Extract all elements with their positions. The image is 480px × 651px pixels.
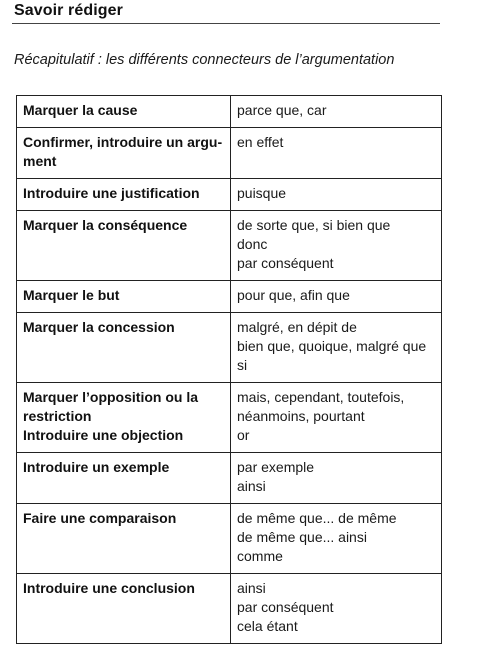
table-row [17,574,442,644]
function-cell [17,313,231,383]
function-text: ment [23,153,57,169]
connectors-cell [231,211,442,281]
connector-text: par conséquent [237,599,334,615]
connectors-cell [231,96,442,128]
function-text: Marquer le but [23,287,120,303]
connector-text: bien que, quoique, malgré que [237,338,427,354]
table-row [17,179,442,211]
connectors-cell [231,383,442,453]
function-text: restriction [23,408,92,424]
connector-text: de même que... de même [237,510,397,526]
table-caption: Récapitulatif : les différents connecteurs de l’argumentation [14,52,395,68]
function-text: Introduire une objection [23,427,184,443]
table-row [17,128,442,179]
function-cell [17,453,231,504]
connector-text: de sorte que, si bien que [237,217,391,233]
function-cell [17,128,231,179]
connectors-cell [231,179,442,211]
function-cell [17,383,231,453]
connector-text: si [237,357,248,373]
connector-text: ainsi [237,478,266,494]
connector-text: néanmoins, pourtant [237,408,365,424]
connector-text: de même que... ainsi [237,529,367,545]
connectors-cell [231,128,442,179]
function-text: Marquer la conséquence [23,217,188,233]
connectors-cell [231,504,442,574]
function-text: Confirmer, introduire un argu- [23,134,223,150]
connectors-table [16,95,442,644]
table-row [17,313,442,383]
function-cell [17,281,231,313]
connector-text: parce que, car [237,102,327,118]
connector-text: en effet [237,134,284,150]
function-text: Faire une comparaison [23,510,177,526]
function-text: Marquer la concession [23,319,175,335]
function-text: Introduire une justification [23,185,200,201]
function-text: Marquer l’opposition ou la [23,389,198,405]
header-divider [12,23,440,24]
connector-text: par exemple [237,459,315,475]
table-row [17,453,442,504]
connector-text: comme [237,548,283,564]
connectors-cell [231,453,442,504]
connectors-cell [231,313,442,383]
connector-text: pour que, afin que [237,287,350,303]
function-text: Introduire un exemple [23,459,170,475]
connector-text: cela étant [237,618,298,634]
function-cell [17,504,231,574]
connector-text: or [237,427,250,443]
connector-text: donc [237,236,268,252]
function-cell [17,211,231,281]
connectors-cell [231,281,442,313]
connectors-cell [231,574,442,644]
section-title: Savoir rédiger [14,2,124,19]
connector-text: par conséquent [237,255,334,271]
connector-text: malgré, en dépit de [237,319,357,335]
function-text: Marquer la cause [23,102,138,118]
connector-text: puisque [237,185,287,201]
function-cell [17,179,231,211]
table-row [17,211,442,281]
table-row [17,281,442,313]
table-row [17,383,442,453]
table-row [17,504,442,574]
table-row [17,96,442,128]
function-text: Introduire une conclusion [23,580,195,596]
connector-text: mais, cependant, toutefois, [237,389,405,405]
function-cell [17,96,231,128]
function-cell [17,574,231,644]
connector-text: ainsi [237,580,266,596]
